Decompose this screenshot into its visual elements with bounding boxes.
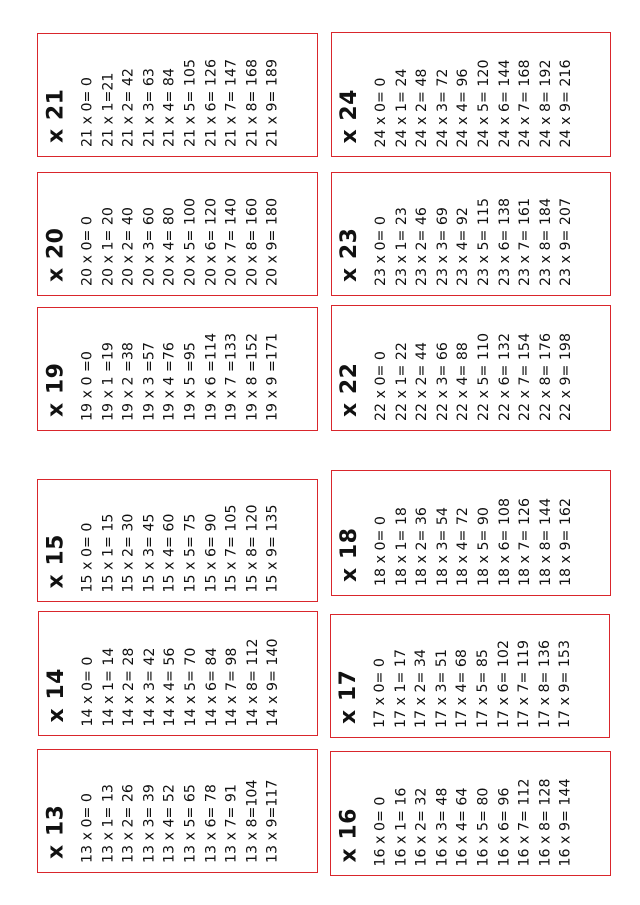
equation-line: 18 x 2= 36 <box>414 507 431 586</box>
card-content <box>37 749 318 873</box>
equation-line: 16 x 7= 112 <box>516 778 533 866</box>
equation-list <box>371 180 577 286</box>
equation-line: 16 x 6= 96 <box>495 787 512 866</box>
equation-line: 15 x 3= 45 <box>140 513 157 592</box>
card-title: x 19 <box>43 362 68 417</box>
equation-line: 21 x 1=21 <box>99 72 116 147</box>
equation-line: 21 x 3= 63 <box>140 68 157 147</box>
equation-line: 16 x 2= 32 <box>413 787 430 866</box>
equation-line: 24 x 7= 168 <box>517 59 534 147</box>
equation-line: 21 x 6= 126 <box>202 59 219 147</box>
equation-line: 16 x 8= 128 <box>536 778 553 866</box>
equation-line: 18 x 9= 162 <box>558 498 575 586</box>
equation-line: 22 x 2= 44 <box>414 342 431 421</box>
equation-line: 17 x 7= 119 <box>516 640 533 728</box>
equation-line: 15 x 0= 0 <box>79 522 95 592</box>
equation-line: 22 x 4= 88 <box>455 342 472 421</box>
equation-line: 23 x 7= 161 <box>517 198 534 286</box>
equation-line: 17 x 3= 51 <box>433 649 450 728</box>
equation-line: 23 x 2= 46 <box>414 207 431 286</box>
card-times-14 <box>38 611 318 736</box>
card-times-16 <box>330 751 611 876</box>
equation-line: 20 x 6= 120 <box>202 198 219 286</box>
equation-line: 20 x 7= 140 <box>223 198 240 286</box>
equation-line: 19 x 8 =152 <box>243 333 260 421</box>
equation-line: 19 x 4 =76 <box>161 342 178 421</box>
card-content <box>37 172 318 296</box>
equation-line: 18 x 8= 144 <box>537 498 554 586</box>
equation-list <box>371 40 577 147</box>
equation-line: 13 x 7= 91 <box>223 784 240 863</box>
equation-line: 21 x 4= 84 <box>161 68 178 147</box>
equation-line: 23 x 6= 138 <box>496 198 513 286</box>
equation-line: 15 x 8= 120 <box>243 504 260 592</box>
equation-line: 19 x 9 =171 <box>264 333 281 421</box>
equation-line: 21 x 9= 189 <box>264 59 281 147</box>
equation-line: 17 x 8= 136 <box>536 640 553 728</box>
card-times-19 <box>37 307 318 431</box>
card-title: x 17 <box>336 669 361 724</box>
equation-line: 22 x 8= 176 <box>537 333 554 421</box>
card-times-13 <box>37 749 318 873</box>
equation-line: 15 x 6= 90 <box>202 513 219 592</box>
card-content <box>38 611 318 736</box>
card-title: x 22 <box>337 362 362 417</box>
equation-line: 21 x 7= 147 <box>223 59 240 147</box>
card-times-17 <box>330 614 610 738</box>
card-content <box>331 470 611 596</box>
equation-line: 19 x 0 =0 <box>79 351 95 421</box>
equation-line: 16 x 9= 144 <box>557 778 574 866</box>
equation-line: 17 x 6= 102 <box>495 640 512 728</box>
equation-line: 24 x 6= 144 <box>496 59 513 147</box>
equation-line: 14 x 6= 84 <box>203 647 220 726</box>
card-title: x 13 <box>43 804 68 859</box>
equation-list <box>77 41 283 147</box>
equation-line: 18 x 1= 18 <box>393 507 410 586</box>
equation-line: 16 x 4= 64 <box>454 787 471 866</box>
equation-line: 20 x 4= 80 <box>161 207 178 286</box>
equation-line: 19 x 6 =114 <box>202 333 219 421</box>
equation-line: 13 x 2= 26 <box>120 784 137 863</box>
equation-line: 17 x 0= 0 <box>372 658 388 728</box>
equation-line: 19 x 1 =19 <box>99 342 116 421</box>
card-content <box>37 479 318 602</box>
equation-line: 24 x 1= 24 <box>393 68 410 147</box>
equation-line: 14 x 2= 28 <box>121 647 138 726</box>
equation-line: 20 x 2= 40 <box>120 207 137 286</box>
equation-line: 20 x 0= 0 <box>79 216 95 286</box>
card-content <box>330 751 611 876</box>
equation-line: 22 x 5= 110 <box>475 333 492 421</box>
equation-list <box>77 315 283 421</box>
equation-line: 13 x 6= 78 <box>202 784 219 863</box>
equation-line: 15 x 4= 60 <box>161 513 178 592</box>
equation-line: 15 x 1= 15 <box>99 513 116 592</box>
equation-line: 20 x 8= 160 <box>243 198 260 286</box>
equation-line: 14 x 5= 70 <box>182 647 199 726</box>
equation-list <box>77 487 283 592</box>
card-content <box>331 32 611 157</box>
card-title: x 18 <box>337 527 362 582</box>
equation-line: 23 x 5= 115 <box>475 198 492 286</box>
equation-line: 22 x 9= 198 <box>558 333 575 421</box>
equation-line: 22 x 3= 66 <box>434 342 451 421</box>
card-times-20 <box>37 172 318 296</box>
equation-line: 24 x 4= 96 <box>455 68 472 147</box>
equation-line: 18 x 3= 54 <box>434 507 451 586</box>
equation-line: 16 x 0= 0 <box>372 796 388 866</box>
equation-line: 23 x 3= 69 <box>434 207 451 286</box>
equation-line: 21 x 2= 42 <box>120 68 137 147</box>
equation-line: 22 x 6= 132 <box>496 333 513 421</box>
equation-line: 14 x 3= 42 <box>141 647 158 726</box>
equation-line: 18 x 0= 0 <box>373 516 389 586</box>
equation-line: 22 x 7= 154 <box>517 333 534 421</box>
equation-line: 20 x 9= 180 <box>264 198 281 286</box>
equation-line: 21 x 0= 0 <box>79 77 95 147</box>
equation-line: 22 x 0= 0 <box>373 351 389 421</box>
equation-line: 19 x 5 =95 <box>181 342 198 421</box>
equation-line: 13 x 1= 13 <box>99 784 116 863</box>
equation-line: 13 x 5= 65 <box>181 784 198 863</box>
equation-line: 16 x 5= 80 <box>474 787 491 866</box>
card-title: x 16 <box>336 807 361 862</box>
equation-line: 14 x 9= 140 <box>265 638 282 726</box>
equation-line: 23 x 1= 23 <box>393 207 410 286</box>
card-times-22 <box>331 305 611 431</box>
equation-line: 13 x 3= 39 <box>140 784 157 863</box>
equation-line: 23 x 4= 92 <box>455 207 472 286</box>
equation-line: 24 x 0= 0 <box>373 77 389 147</box>
card-title: x 23 <box>337 227 362 282</box>
equation-line: 23 x 8= 184 <box>537 198 554 286</box>
equation-line: 14 x 8= 112 <box>244 638 261 726</box>
card-content <box>330 614 610 738</box>
equation-line: 17 x 9= 153 <box>557 640 574 728</box>
equation-line: 16 x 1= 16 <box>392 787 409 866</box>
equation-line: 15 x 5= 75 <box>181 513 198 592</box>
equation-line: 13 x 8=104 <box>243 779 260 863</box>
equation-line: 16 x 3= 48 <box>433 787 450 866</box>
equation-line: 24 x 9= 216 <box>558 59 575 147</box>
equation-line: 19 x 7 =133 <box>223 333 240 421</box>
equation-line: 13 x 0= 0 <box>79 793 95 863</box>
card-content <box>331 305 611 431</box>
equation-line: 17 x 4= 68 <box>454 649 471 728</box>
card-times-15 <box>37 479 318 602</box>
equation-list <box>370 622 576 728</box>
card-times-21 <box>37 33 318 157</box>
equation-line: 21 x 5= 105 <box>181 59 198 147</box>
equation-line: 20 x 3= 60 <box>140 207 157 286</box>
equation-line: 24 x 8= 192 <box>537 59 554 147</box>
equation-line: 23 x 0= 0 <box>373 216 389 286</box>
equation-line: 23 x 9= 207 <box>558 198 575 286</box>
card-times-24 <box>331 32 611 157</box>
equation-line: 17 x 5= 85 <box>474 649 491 728</box>
equation-line: 24 x 5= 120 <box>475 59 492 147</box>
equation-line: 15 x 2= 30 <box>120 513 137 592</box>
equation-line: 21 x 8= 168 <box>243 59 260 147</box>
card-title: x 21 <box>43 88 68 143</box>
card-title: x 24 <box>337 88 362 143</box>
equation-list <box>77 757 283 863</box>
card-times-23 <box>331 172 611 296</box>
card-title: x 20 <box>43 227 68 282</box>
equation-line: 14 x 0= 0 <box>80 656 96 726</box>
equation-line: 24 x 3= 72 <box>434 68 451 147</box>
equation-list <box>78 619 284 726</box>
equation-line: 14 x 1= 14 <box>100 647 117 726</box>
card-content <box>37 307 318 431</box>
equation-line: 17 x 1= 17 <box>392 649 409 728</box>
card-content <box>331 172 611 296</box>
equation-line: 18 x 7= 126 <box>517 498 534 586</box>
card-title: x 15 <box>43 533 68 588</box>
equation-line: 22 x 1= 22 <box>393 342 410 421</box>
equation-line: 18 x 6= 108 <box>496 498 513 586</box>
equation-line: 19 x 3 =57 <box>140 342 157 421</box>
equation-list <box>77 180 283 286</box>
equation-list <box>370 759 576 866</box>
equation-line: 20 x 5= 100 <box>181 198 198 286</box>
equation-line: 20 x 1= 20 <box>99 207 116 286</box>
equation-line: 15 x 7= 105 <box>223 504 240 592</box>
equation-line: 17 x 2= 34 <box>413 649 430 728</box>
card-content <box>37 33 318 157</box>
equation-line: 14 x 7= 98 <box>224 647 241 726</box>
equation-line: 13 x 4= 52 <box>161 784 178 863</box>
equation-list <box>371 478 577 586</box>
equation-line: 14 x 4= 56 <box>162 647 179 726</box>
equation-line: 24 x 2= 48 <box>414 68 431 147</box>
equation-line: 15 x 9= 135 <box>264 504 281 592</box>
card-times-18 <box>331 470 611 596</box>
equation-line: 13 x 9=117 <box>264 779 281 863</box>
equation-list <box>371 313 577 421</box>
equation-line: 18 x 4= 72 <box>455 507 472 586</box>
equation-line: 18 x 5= 90 <box>475 507 492 586</box>
card-title: x 14 <box>44 667 69 722</box>
equation-line: 19 x 2 =38 <box>120 342 137 421</box>
